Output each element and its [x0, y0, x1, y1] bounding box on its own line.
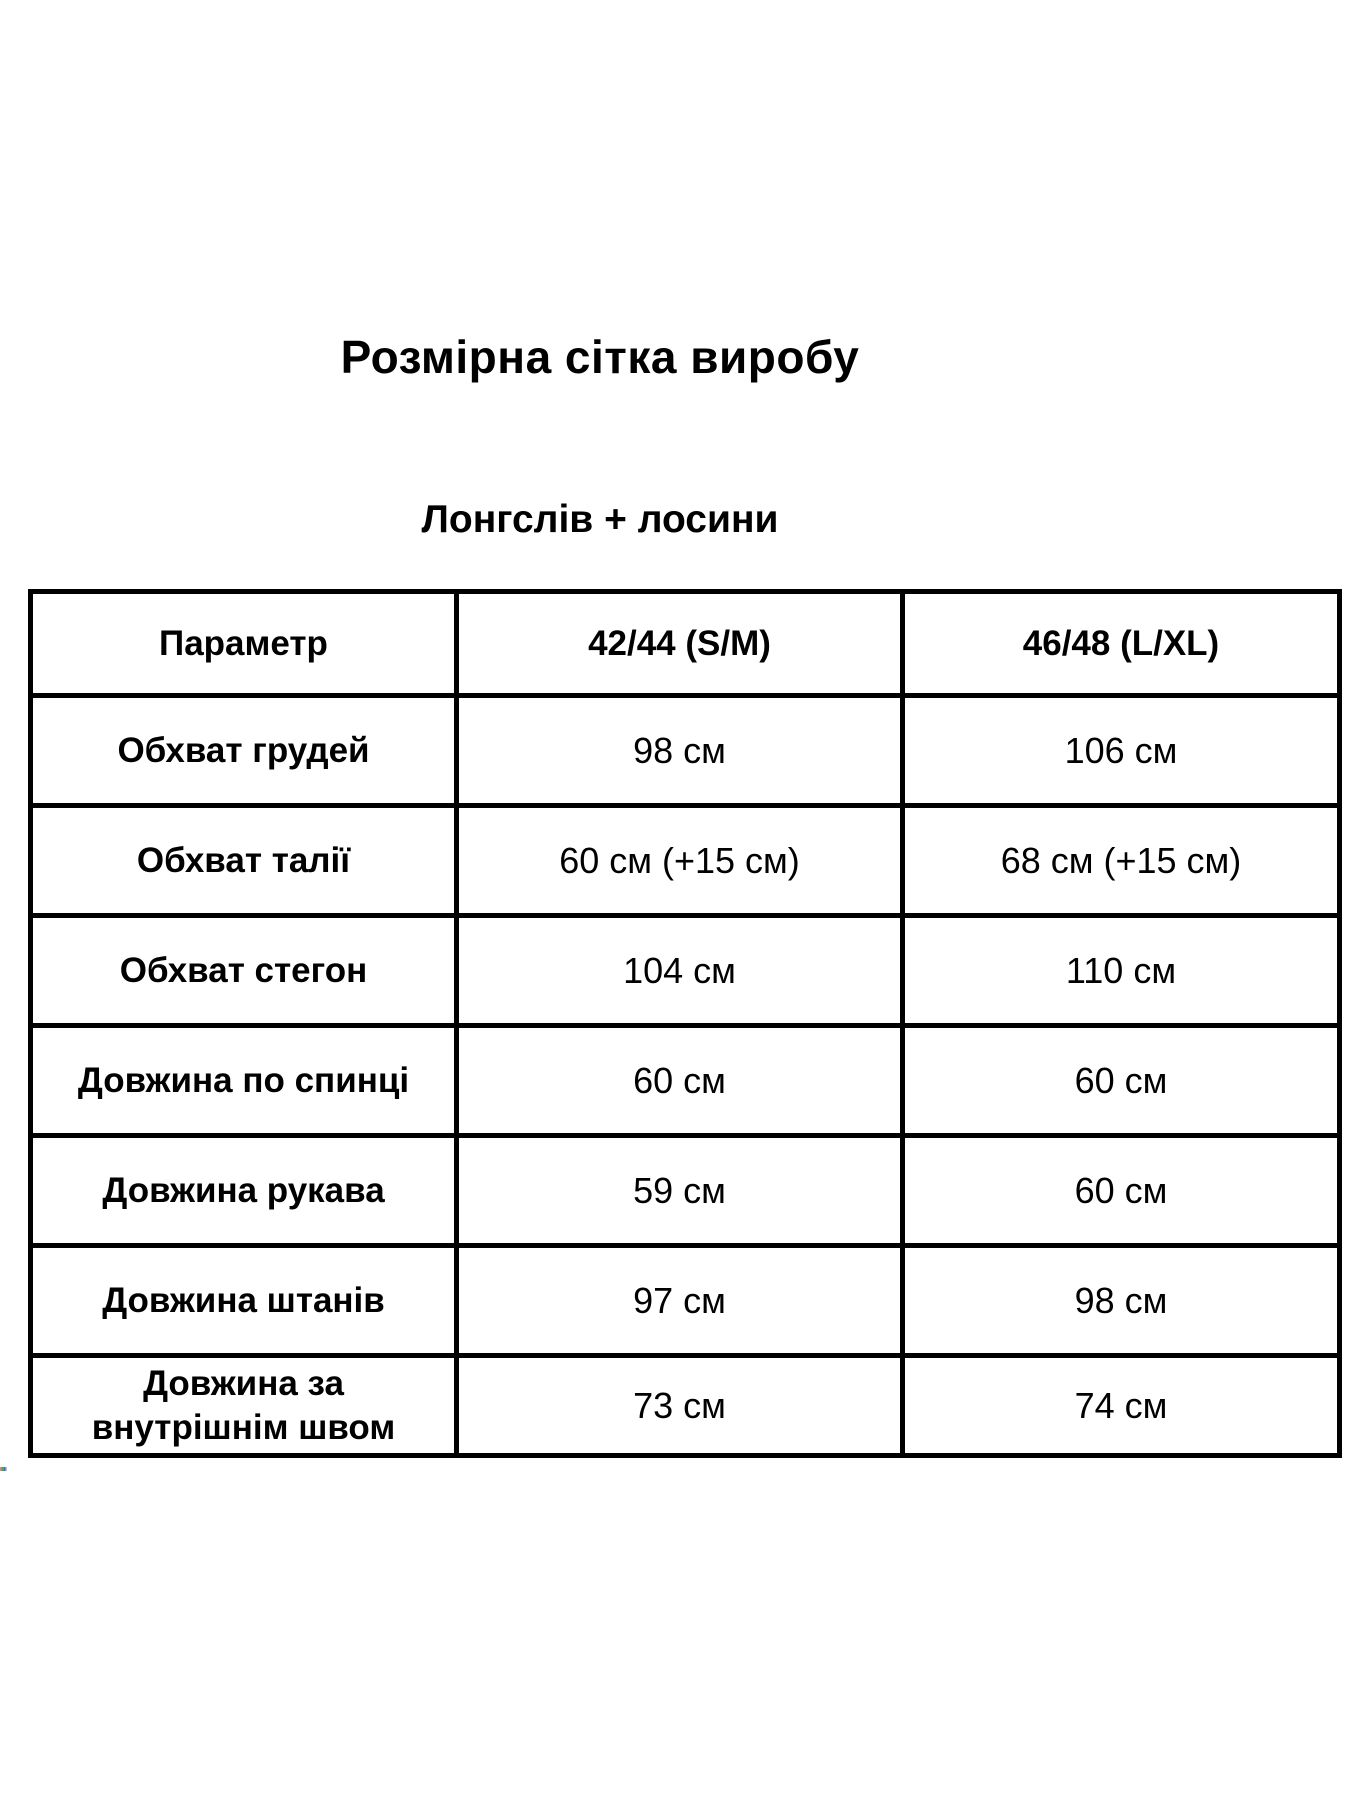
- value-lxl: 74 см: [903, 1356, 1340, 1456]
- value-sm: 73 см: [457, 1356, 903, 1456]
- table-row: [31, 916, 1340, 1026]
- table-header-row: [31, 592, 1340, 696]
- size-chart-table: [28, 589, 1342, 1458]
- value-sm: 97 см: [457, 1246, 903, 1356]
- value-lxl: 68 см (+15 см): [903, 806, 1340, 916]
- param-label: Довжина по спинці: [31, 1026, 457, 1136]
- table-row: [31, 696, 1340, 806]
- value-lxl: 60 см: [903, 1136, 1340, 1246]
- value-sm: 60 см (+15 см): [457, 806, 903, 916]
- table-row: [31, 1136, 1340, 1246]
- column-header-size-lxl: 46/48 (L/XL): [903, 592, 1340, 696]
- value-sm: 59 см: [457, 1136, 903, 1246]
- param-label: Обхват талії: [31, 806, 457, 916]
- product-subtitle: Лонгслів + лосини: [421, 498, 779, 541]
- value-lxl: 106 см: [903, 696, 1340, 806]
- value-sm: 104 см: [457, 916, 903, 1026]
- headings-block: [0, 0, 1200, 542]
- value-lxl: 110 см: [903, 916, 1340, 1026]
- param-label: Довжина штанів: [31, 1246, 457, 1356]
- value-lxl: 98 см: [903, 1246, 1340, 1356]
- param-label: Довжина за внутрішнім швом: [31, 1356, 457, 1456]
- param-label: Обхват стегон: [31, 916, 457, 1026]
- column-header-size-sm: 42/44 (S/M): [457, 592, 903, 696]
- table-row: [31, 806, 1340, 916]
- table-row: [31, 1356, 1340, 1456]
- param-label: Довжина рукава: [31, 1136, 457, 1246]
- param-label: Обхват грудей: [31, 696, 457, 806]
- value-lxl: 60 см: [903, 1026, 1340, 1136]
- value-sm: 60 см: [457, 1026, 903, 1136]
- table-row: [31, 1026, 1340, 1136]
- table-row: [31, 1246, 1340, 1356]
- column-header-parameter: Параметр: [31, 592, 457, 696]
- value-sm: 98 см: [457, 696, 903, 806]
- page-title: Розмірна сітка виробу: [340, 331, 860, 383]
- stray-pixel-artifact: [0, 1467, 7, 1471]
